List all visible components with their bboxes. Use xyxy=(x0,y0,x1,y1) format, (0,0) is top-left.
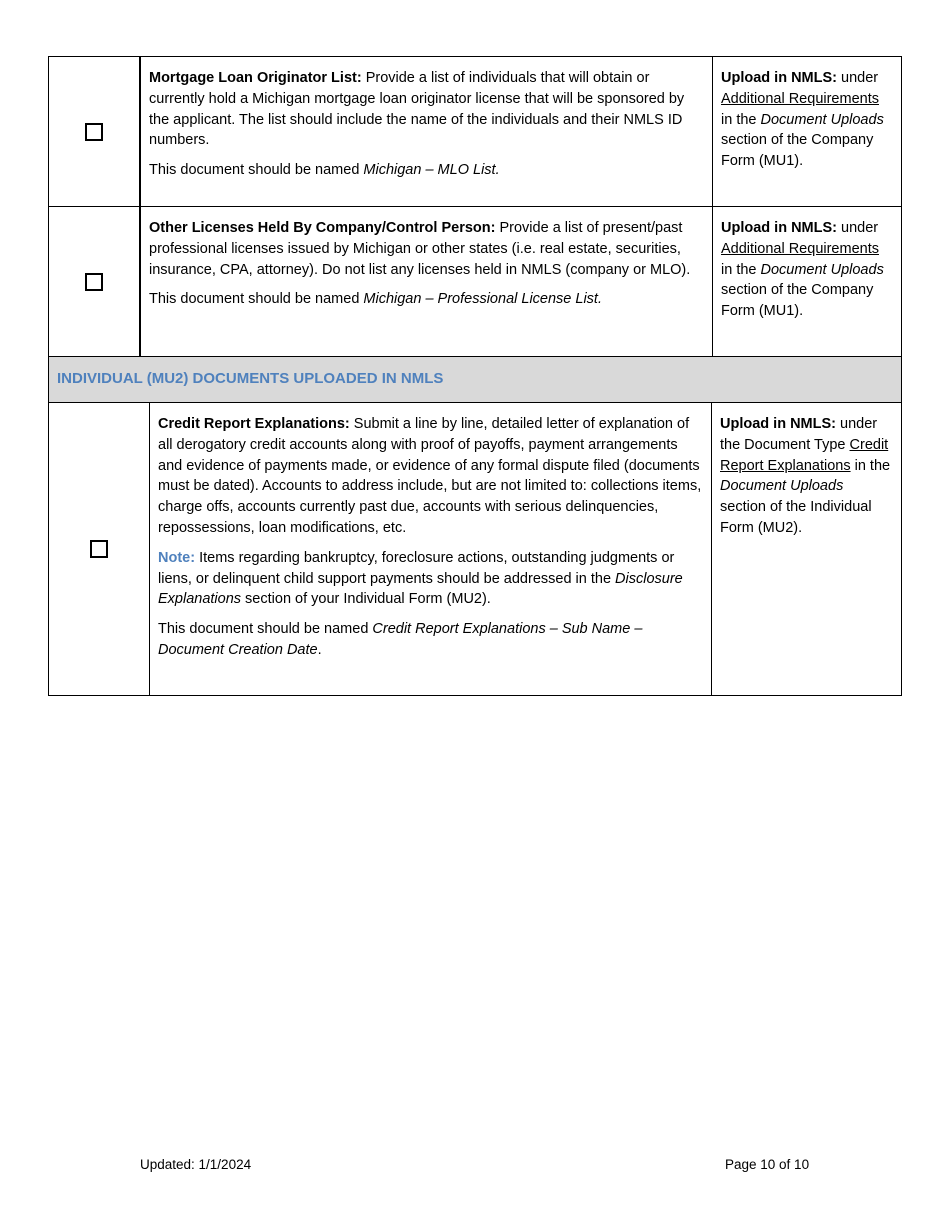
upload-instruction-cell: Upload in NMLS: under Additional Requirements in the Document Uploads section of the Company Form (MU1). xyxy=(721,220,884,320)
document-name: Credit Report Explanations – Sub Name – Document Creation Date xyxy=(158,621,643,658)
document-name: Michigan – MLO List. xyxy=(363,162,500,179)
description-cell xyxy=(141,57,713,206)
requirement-text: Mortgage Loan Originator List: Provide a list of individuals that will obtain or currently hold a Michigan mortgage loan originator license that will be sponsored by the applicant. The list should include the name of the individuals and their NMLS ID numbers. xyxy=(149,70,685,149)
description-cell xyxy=(141,207,713,356)
requirement-title: Mortgage Loan Originator List: xyxy=(149,70,362,86)
upload-instruction-cell: Upload in NMLS: under Additional Requirements in the Document Uploads section of the Company Form (MU1). xyxy=(721,70,884,170)
table-row-credit-report xyxy=(49,403,901,695)
requirement-title: Credit Report Explanations: xyxy=(158,416,350,432)
checkbox-cell xyxy=(49,57,141,206)
footer-page-number: Page 10 of 10 xyxy=(725,1157,810,1172)
requirements-table xyxy=(48,56,902,696)
additional-requirements-link: Additional Requirements xyxy=(721,240,879,257)
checkbox-cell xyxy=(49,403,150,695)
requirement-text: Other Licenses Held By Company/Control Person: Provide a list of present/past professional licenses issued by Michigan or other states (i.e. real estate, securities, insurance, CPA, attorney). Do not list any licenses held in NMLS (company or MLO). xyxy=(149,220,691,278)
note-text: Note: Items regarding bankruptcy, foreclosure actions, outstanding judgments or liens, or delinquent child support payments should be addressed in the Disclosure Explanations section of your Individual Form (MU2). xyxy=(158,549,683,608)
document-name: Michigan – Professional License List. xyxy=(363,291,602,308)
table-row-mlo-list xyxy=(49,57,901,207)
document-name-instruction: This document should be named Michigan – Professional License List. xyxy=(149,291,602,308)
upload-instruction-cell: Upload in NMLS: under the Document Type Credit Report Explanations in the Document Uploads section of the Individual Form (MU2). xyxy=(720,416,891,536)
section-header xyxy=(49,357,901,403)
mlo-list-checkbox[interactable] xyxy=(85,123,103,141)
description-cell xyxy=(150,403,712,695)
section-header-title: INDIVIDUAL (MU2) DOCUMENTS UPLOADED IN NMLS xyxy=(57,370,444,388)
checkbox-cell xyxy=(49,207,141,356)
requirement-title: Other Licenses Held By Company/Control Person: xyxy=(149,220,496,236)
document-name-instruction: This document should be named Credit Report Explanations – Sub Name – Document Creation Date. xyxy=(158,621,643,658)
requirement-text: Credit Report Explanations: Submit a line by line, detailed letter of explanation of all derogatory credit accounts along with proof of payoffs, payment arrangements and evidence of payments made, or evidence of any formal dispute filed (documents must be dated). Accounts to address include, but are not limited to: collections items, charge offs, accounts currently past due, accounts with serious delinquencies, repossessions, loan modifications, etc. xyxy=(158,416,702,536)
document-name-instruction: This document should be named Michigan – MLO List. xyxy=(149,162,500,179)
other-licenses-checkbox[interactable] xyxy=(85,273,103,291)
note-label: Note: xyxy=(158,549,196,566)
table-row-other-licenses xyxy=(49,207,901,357)
footer-updated-date: Updated: 1/1/2024 xyxy=(140,1157,252,1172)
credit-report-checkbox[interactable] xyxy=(90,540,108,558)
credit-report-explanations-link: Credit Report Explanations xyxy=(720,436,889,474)
additional-requirements-link: Additional Requirements xyxy=(721,90,879,107)
